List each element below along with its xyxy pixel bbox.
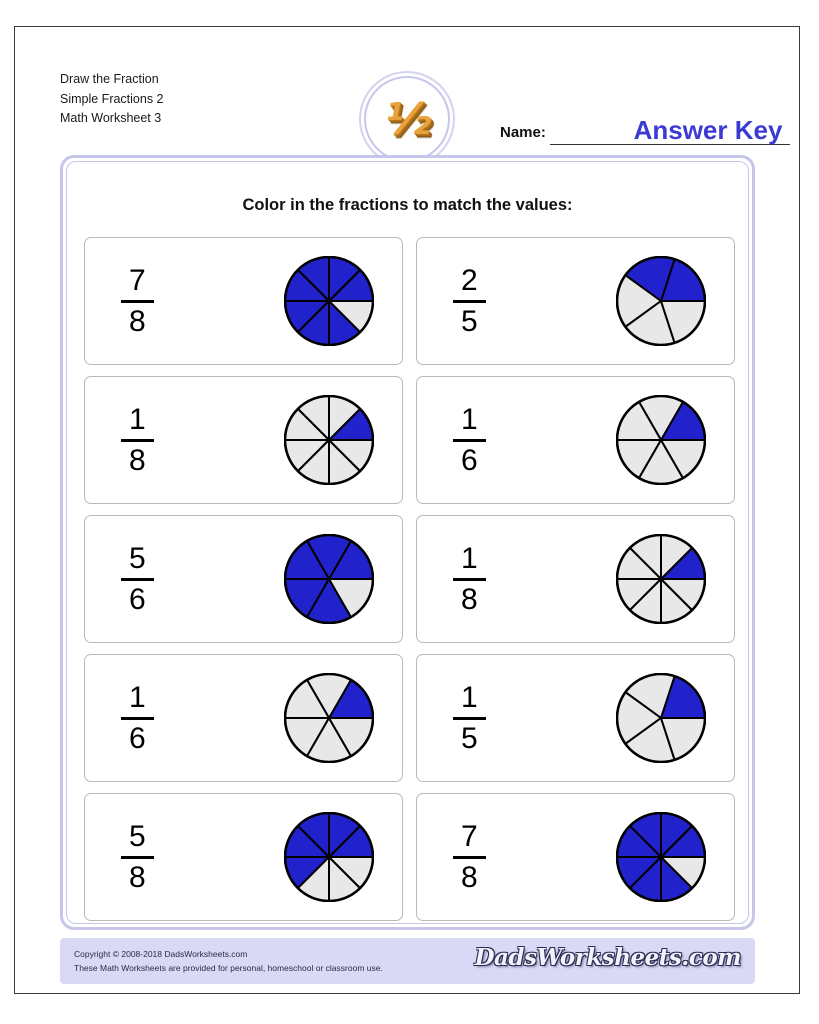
title-line-3: Math Worksheet 3	[60, 111, 162, 125]
fraction-bar	[121, 717, 154, 720]
problem-card[interactable]	[416, 376, 735, 504]
problem-card[interactable]	[416, 237, 735, 365]
fraction-pie-chart[interactable]	[284, 395, 374, 485]
fraction-label	[121, 682, 154, 754]
problem-card[interactable]	[84, 237, 403, 365]
fraction-numerator: 7	[461, 820, 478, 853]
name-label: Name:	[500, 124, 546, 141]
worksheet-page	[14, 26, 800, 994]
fraction-pie-chart[interactable]	[616, 673, 706, 763]
instructions-text: Color in the fractions to match the values:	[242, 196, 573, 214]
problem-card[interactable]	[84, 515, 403, 643]
dadsworksheets-brand-logo: DadsWorksheets.com	[474, 944, 741, 971]
fraction-denominator: 5	[461, 304, 478, 338]
title-line-2: Simple Fractions 2	[60, 91, 164, 106]
fraction-pie-chart[interactable]	[284, 534, 374, 624]
fraction-bar	[121, 439, 154, 442]
fraction-denominator: 8	[461, 582, 478, 616]
worksheet-footer	[60, 938, 755, 984]
copyright-line-2: These Math Worksheets are provided for personal, homeschool or classroom use.	[74, 963, 383, 973]
logo-half-glyph: ½	[385, 93, 429, 145]
fraction-pie-chart[interactable]	[616, 812, 706, 902]
fraction-label	[121, 543, 154, 615]
fraction-label	[453, 543, 486, 615]
worksheet-panel	[60, 155, 755, 930]
fraction-bar	[453, 578, 486, 581]
fraction-bar	[121, 578, 154, 581]
document-titles	[60, 70, 164, 129]
fraction-bar	[453, 300, 486, 303]
worksheet-panel-inner	[66, 161, 749, 924]
fraction-denominator: 5	[461, 721, 478, 755]
name-field-row	[500, 115, 790, 149]
answer-key-text: Answer Key	[633, 115, 783, 145]
fraction-denominator: 6	[129, 721, 146, 755]
fraction-pie-chart[interactable]	[616, 534, 706, 624]
fraction-denominator: 8	[461, 860, 478, 894]
fraction-numerator: 1	[129, 681, 146, 714]
fraction-label	[453, 821, 486, 893]
problem-card[interactable]	[84, 654, 403, 782]
fraction-bar	[121, 300, 154, 303]
fraction-pie-chart[interactable]	[284, 256, 374, 346]
fraction-bar	[453, 439, 486, 442]
copyright-block	[74, 947, 383, 975]
fraction-numerator: 2	[461, 264, 478, 297]
fraction-pie-chart[interactable]	[616, 256, 706, 346]
fraction-numerator: 5	[129, 542, 146, 575]
fraction-label	[453, 404, 486, 476]
fraction-numerator: 1	[461, 542, 478, 575]
problem-grid	[84, 237, 736, 921]
fraction-numerator: 1	[129, 403, 146, 436]
fraction-label	[121, 821, 154, 893]
problem-card[interactable]	[416, 515, 735, 643]
problem-card[interactable]	[416, 793, 735, 921]
problem-card[interactable]	[84, 376, 403, 504]
fraction-pie-chart[interactable]	[284, 673, 374, 763]
fraction-denominator: 8	[129, 860, 146, 894]
fraction-denominator: 6	[461, 443, 478, 477]
fraction-denominator: 6	[129, 582, 146, 616]
fraction-denominator: 8	[129, 443, 146, 477]
name-input-line[interactable]	[550, 115, 790, 145]
title-line-1: Draw the Fraction	[60, 72, 159, 86]
fraction-bar	[453, 856, 486, 859]
fraction-label	[453, 265, 486, 337]
fraction-label	[121, 404, 154, 476]
copyright-line-1: Copyright © 2008-2018 DadsWorksheets.com	[74, 949, 248, 959]
fraction-bar	[453, 717, 486, 720]
fraction-pie-chart[interactable]	[284, 812, 374, 902]
worksheet-header	[15, 27, 799, 152]
fraction-label	[121, 265, 154, 337]
problem-card[interactable]	[84, 793, 403, 921]
fraction-numerator: 7	[129, 264, 146, 297]
problem-card[interactable]	[416, 654, 735, 782]
fraction-numerator: 1	[461, 403, 478, 436]
fraction-denominator: 8	[129, 304, 146, 338]
fraction-bar	[121, 856, 154, 859]
fraction-pie-chart[interactable]	[616, 395, 706, 485]
fraction-numerator: 1	[461, 681, 478, 714]
fraction-label	[453, 682, 486, 754]
fraction-numerator: 5	[129, 820, 146, 853]
half-fraction-logo-icon	[359, 71, 455, 167]
